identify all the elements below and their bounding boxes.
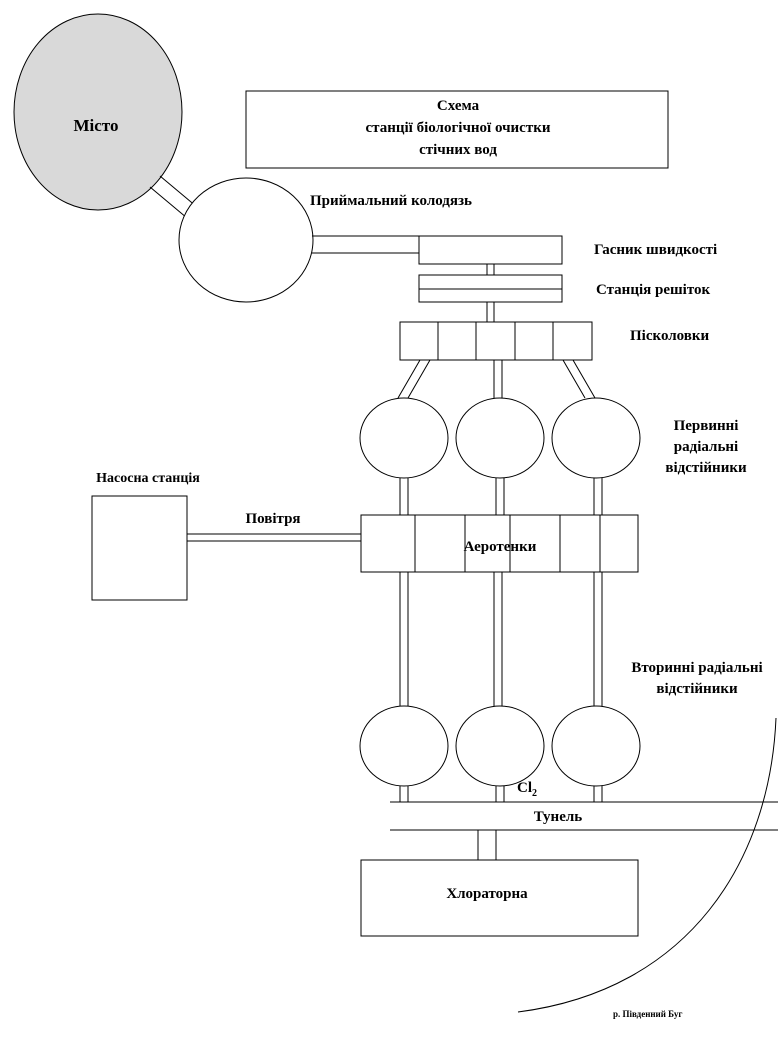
secondary-clarifier-3 bbox=[552, 706, 640, 786]
river-label: р. Південний Буг bbox=[613, 1009, 683, 1019]
sand-pipe-right-b bbox=[573, 360, 595, 398]
chlorine-label: $Cl_2$ bbox=[517, 780, 537, 799]
secondary-label-2: відстійники bbox=[656, 681, 738, 697]
sand-pipe-left-b bbox=[408, 360, 430, 398]
secondary-label-1: Вторинні радіальні bbox=[631, 660, 763, 676]
secondary-clarifier-1 bbox=[360, 706, 448, 786]
title-line-3: стічних вод bbox=[419, 142, 497, 158]
primary-clarifier-1 bbox=[360, 398, 448, 478]
aeration-tanks-label: Аеротенки bbox=[463, 539, 537, 555]
screen-station-label: Станція решіток bbox=[596, 282, 711, 298]
receiving-well-label: Приймальний колодязь bbox=[310, 193, 472, 209]
chlorination-label: Хлораторна bbox=[446, 886, 528, 902]
city-pipe-edge-a bbox=[150, 187, 187, 218]
sand-pipe-right-a bbox=[563, 360, 585, 398]
velocity-damper-box bbox=[419, 236, 562, 264]
primary-label-2: радіальні bbox=[673, 439, 739, 455]
city-pipe-edge-b bbox=[160, 176, 197, 207]
primary-clarifier-2 bbox=[456, 398, 544, 478]
sand-traps-box bbox=[400, 322, 592, 360]
city-label: Місто bbox=[73, 116, 119, 135]
secondary-clarifier-2 bbox=[456, 706, 544, 786]
title-line-2: станції біологічної очистки bbox=[365, 120, 551, 136]
sand-traps-label: Пісколовки bbox=[630, 328, 710, 344]
air-label: Повітря bbox=[245, 511, 301, 527]
pump-station-box bbox=[92, 496, 187, 600]
velocity-damper-label: Гасник швидкості bbox=[594, 242, 718, 258]
sand-pipe-left-a bbox=[398, 360, 420, 398]
title-line-1: Схема bbox=[436, 98, 480, 114]
primary-label-1: Первинні bbox=[673, 418, 739, 434]
primary-clarifier-3 bbox=[552, 398, 640, 478]
tunnel-label: Тунель bbox=[533, 809, 583, 825]
primary-label-3: відстійники bbox=[665, 460, 747, 476]
city-circle bbox=[14, 14, 182, 210]
pump-station-label: Насосна станція bbox=[96, 471, 200, 486]
receiving-well-circle bbox=[179, 178, 313, 302]
